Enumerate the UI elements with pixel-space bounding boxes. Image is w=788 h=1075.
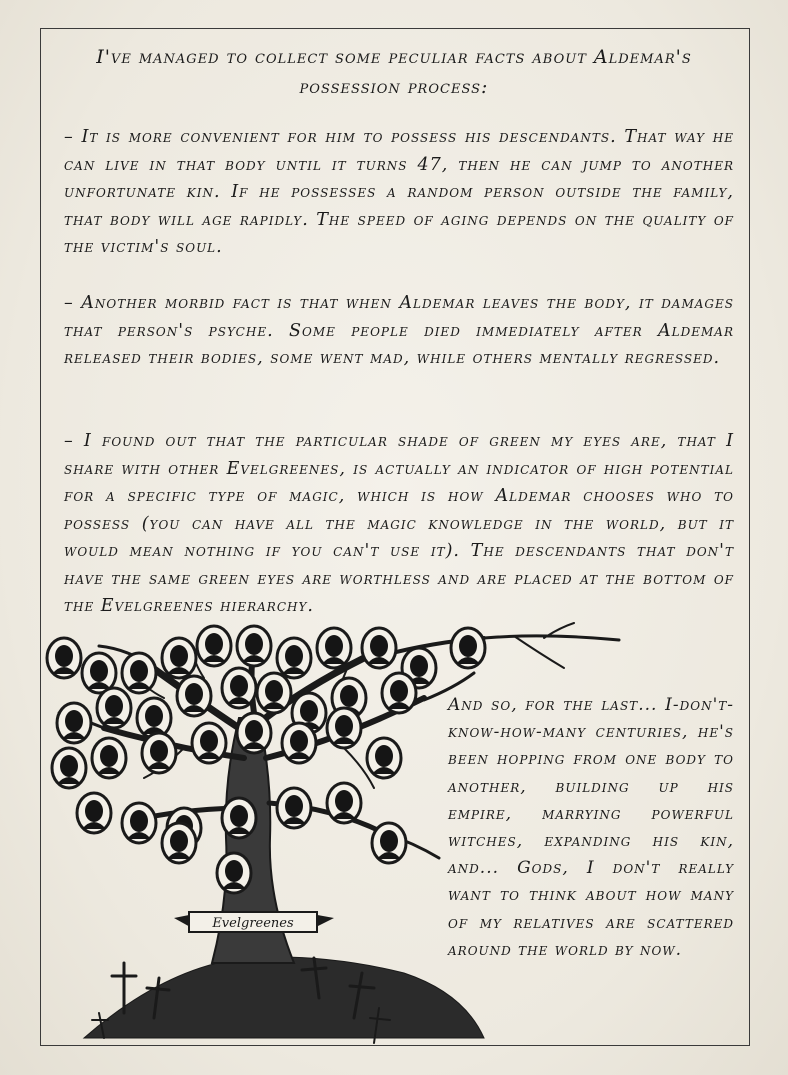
paragraph-psyche-damage: – Another morbid fact is that when Aldemar leaves the body, it damages that person's psyche. Some people died immediately after Aldemar released their bodies, some went mad, while others mentally regressed. bbox=[64, 293, 734, 368]
tree-portrait bbox=[237, 626, 271, 666]
paragraph-conclusion: And so, for the last... I-don't-know-how-many centuries, he's been hopping from one body to another, building up his empire, marrying powerful witches, expanding his kin, and... Gods, I don't really want to think about how many of my relatives are scattered around the world by now. bbox=[448, 695, 734, 960]
tree-portrait bbox=[277, 788, 311, 828]
tree-portrait bbox=[52, 748, 86, 788]
family-tree-illustration bbox=[44, 618, 624, 1048]
tree-portrait bbox=[327, 708, 361, 748]
tree-banner-label: Evelgreenes bbox=[212, 916, 294, 931]
tree-portrait bbox=[137, 698, 171, 738]
tree-portrait bbox=[162, 638, 196, 678]
page-title: I've managed to collect some peculiar facts about Aldemar's possession process: bbox=[96, 46, 692, 98]
tree-portrait bbox=[451, 628, 485, 668]
tree-portrait bbox=[327, 783, 361, 823]
tree-portrait bbox=[92, 738, 126, 778]
tree-portrait bbox=[197, 626, 231, 666]
tree-portrait bbox=[362, 628, 396, 668]
tree-portrait bbox=[217, 853, 251, 893]
tree-portrait bbox=[382, 673, 416, 713]
tree-portrait bbox=[372, 823, 406, 863]
tree-portrait bbox=[122, 653, 156, 693]
tree-portrait bbox=[142, 733, 176, 773]
tree-portrait bbox=[57, 703, 91, 743]
tree-portrait bbox=[222, 798, 256, 838]
tree-portrait bbox=[77, 793, 111, 833]
tree-portrait bbox=[317, 628, 351, 668]
tree-portrait bbox=[282, 723, 316, 763]
tree-portrait bbox=[192, 723, 226, 763]
paragraph-descendants: – It is more convenient for him to possess his descendants. That way he can live in that body until it turns 47, then he can jump to another unfortunate kin. If he possesses a random person outside the family, that body will age rapidly. The speed of aging depends on the quality of the victim's soul. bbox=[64, 127, 734, 257]
tree-portrait bbox=[237, 713, 271, 753]
tree-portrait bbox=[97, 688, 131, 728]
tree-portrait bbox=[122, 803, 156, 843]
tree-portrait bbox=[367, 738, 401, 778]
tree-portrait bbox=[47, 638, 81, 678]
tree-portrait bbox=[257, 673, 291, 713]
tree-portrait bbox=[177, 676, 211, 716]
tree-portrait bbox=[162, 823, 196, 863]
paragraph-green-eyes: – I found out that the particular shade of green my eyes are, that I share with other Evelgreenes, is actually an indicator of high potential for a specific type of magic, which is how Aldemar chooses who to possess (you can have all the magic knowledge in the world, but it would mean nothing if you can't use it). The descendants that don't have the same green eyes are worthless and are placed at the bottom of the Evelgreenes hierarchy. bbox=[64, 431, 734, 616]
tree-portrait bbox=[222, 668, 256, 708]
tree-portrait bbox=[277, 638, 311, 678]
